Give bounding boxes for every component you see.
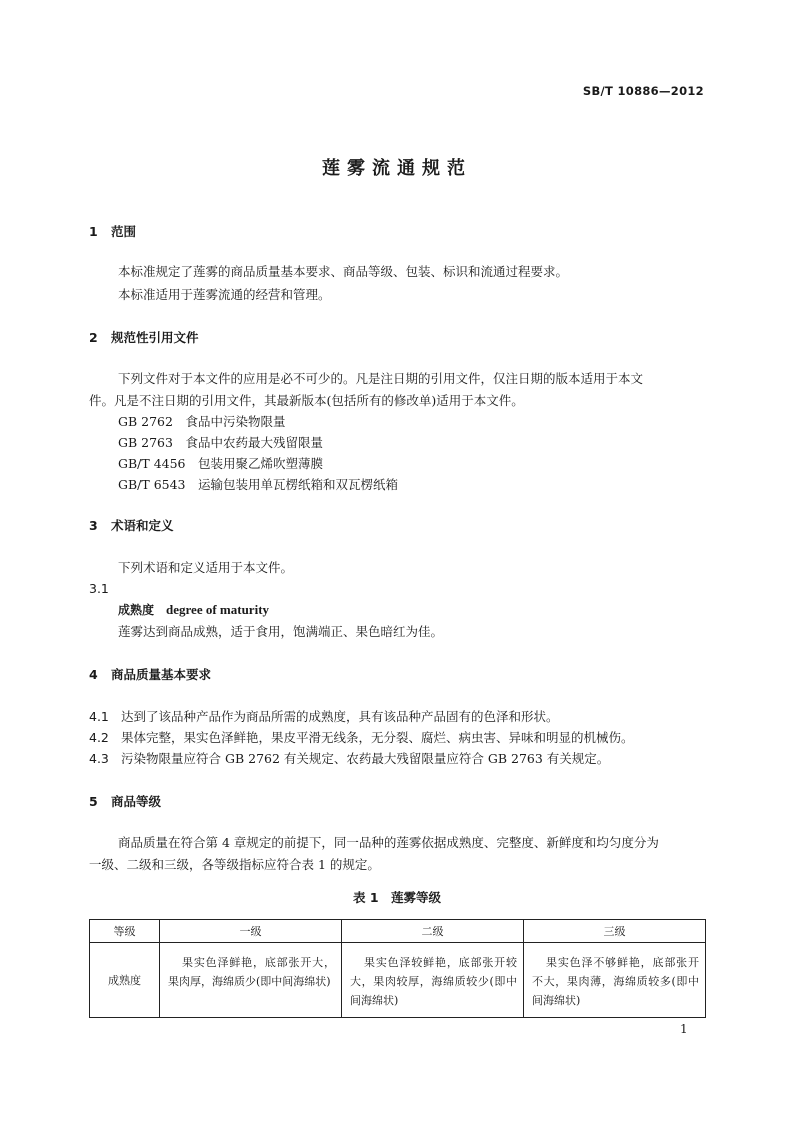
requirement-text: 果体完整，果实色泽鲜艳，果皮平滑无线条，无分裂、腐烂、病虫害、异味和明显的机械伤。 (121, 730, 634, 745)
scope-paragraph-2: 本标准适用于莲雾流通的经营和管理。 (118, 287, 331, 302)
reference-name: 食品中污染物限量 (185, 414, 286, 429)
reference-name: 食品中农药最大残留限量 (185, 435, 323, 450)
subsection-number: 3.1 (89, 581, 109, 596)
section-title: 商品质量基本要求 (111, 667, 212, 682)
term-english: degree of maturity (166, 602, 270, 617)
table-row (90, 943, 706, 1018)
section-2-heading (89, 328, 199, 346)
requirement-number: 4.2 (89, 730, 109, 745)
table-cell (342, 943, 524, 1018)
section-number: 2 (89, 330, 98, 345)
term-chinese: 成熟度 (118, 603, 155, 617)
term-entry (118, 601, 269, 618)
table-header-cell: 一级 (160, 920, 342, 943)
requirement-item (89, 706, 559, 727)
grades-paragraph-line-2: 一级、二级和三级，各等级指标应符合表 1 的规定。 (89, 857, 380, 872)
section-5-heading (89, 792, 161, 810)
reference-code: GB/T 6543 (118, 477, 186, 492)
reference-item (118, 432, 323, 453)
section-number: 3 (89, 518, 98, 533)
table-cell (160, 943, 342, 1018)
requirement-item (89, 748, 609, 769)
reference-item (118, 453, 323, 474)
reference-code: GB 2763 (118, 435, 173, 450)
row-label: 成熟度 (90, 943, 160, 1018)
section-number: 5 (89, 794, 98, 809)
scope-paragraph-1: 本标准规定了莲雾的商品质量基本要求、商品等级、包装、标识和流通过程要求。 (118, 264, 569, 279)
section-title: 规范性引用文件 (111, 330, 199, 345)
cell-text: 果实色泽较鲜艳，底部张开较大，果肉较厚，海绵质较少(即中间海绵状) (350, 956, 517, 1007)
table-header-row (90, 920, 706, 943)
page-number: 1 (680, 1022, 688, 1036)
section-number: 1 (89, 224, 98, 239)
table-cell (524, 943, 706, 1018)
table-header-cell: 等级 (90, 920, 160, 943)
standard-code: SB/T 10886—2012 (582, 84, 704, 98)
terms-intro: 下列术语和定义适用于本文件。 (118, 560, 294, 575)
section-title: 商品等级 (111, 794, 162, 809)
cell-text: 果实色泽鲜艳，底部张开大，果肉厚，海绵质少(即中间海绵状) (168, 956, 335, 988)
section-3-heading (89, 516, 174, 534)
section-number: 4 (89, 667, 98, 682)
grade-table (89, 919, 706, 1018)
requirement-number: 4.1 (89, 709, 109, 724)
table-caption: 表 1 莲雾等级 (352, 890, 442, 905)
table-header-cell: 三级 (524, 920, 706, 943)
term-definition: 莲雾达到商品成熟，适于食用，饱满端正、果色暗红为佳。 (118, 624, 444, 639)
references-intro-line-2: 件。凡是不注日期的引用文件，其最新版本(包括所有的修改单)适用于本文件。 (89, 393, 524, 408)
reference-name: 运输包装用单瓦楞纸箱和双瓦楞纸箱 (198, 477, 399, 492)
requirement-text: 达到了该品种产品作为商品所需的成熟度，具有该品种产品固有的色泽和形状。 (121, 709, 559, 724)
document-title: 莲雾流通规范 (322, 158, 472, 179)
reference-code: GB/T 4456 (118, 456, 186, 471)
references-intro-line-1: 下列文件对于本文件的应用是必不可少的。凡是注日期的引用文件，仅注日期的版本适用于本文 (118, 371, 644, 386)
section-title: 术语和定义 (111, 518, 174, 533)
requirement-item (89, 727, 634, 748)
reference-item (118, 474, 398, 495)
grades-paragraph-line-1: 商品质量在符合第 4 章规定的前提下，同一品种的莲雾依据成熟度、完整度、新鲜度和均匀度分为 (118, 835, 659, 850)
cell-text: 果实色泽不够鲜艳，底部张开不大，果肉薄，海绵质较多(即中间海绵状) (532, 956, 699, 1007)
requirement-number: 4.3 (89, 751, 109, 766)
section-4-heading (89, 665, 211, 683)
reference-item (118, 411, 286, 432)
reference-code: GB 2762 (118, 414, 173, 429)
section-1-heading (89, 222, 136, 240)
requirement-text: 污染物限量应符合 GB 2762 有关规定、农药最大残留限量应符合 GB 2763 有关规定。 (121, 751, 610, 766)
section-title: 范围 (111, 224, 137, 239)
reference-name: 包装用聚乙烯吹塑薄膜 (198, 456, 324, 471)
table-header-cell: 二级 (342, 920, 524, 943)
